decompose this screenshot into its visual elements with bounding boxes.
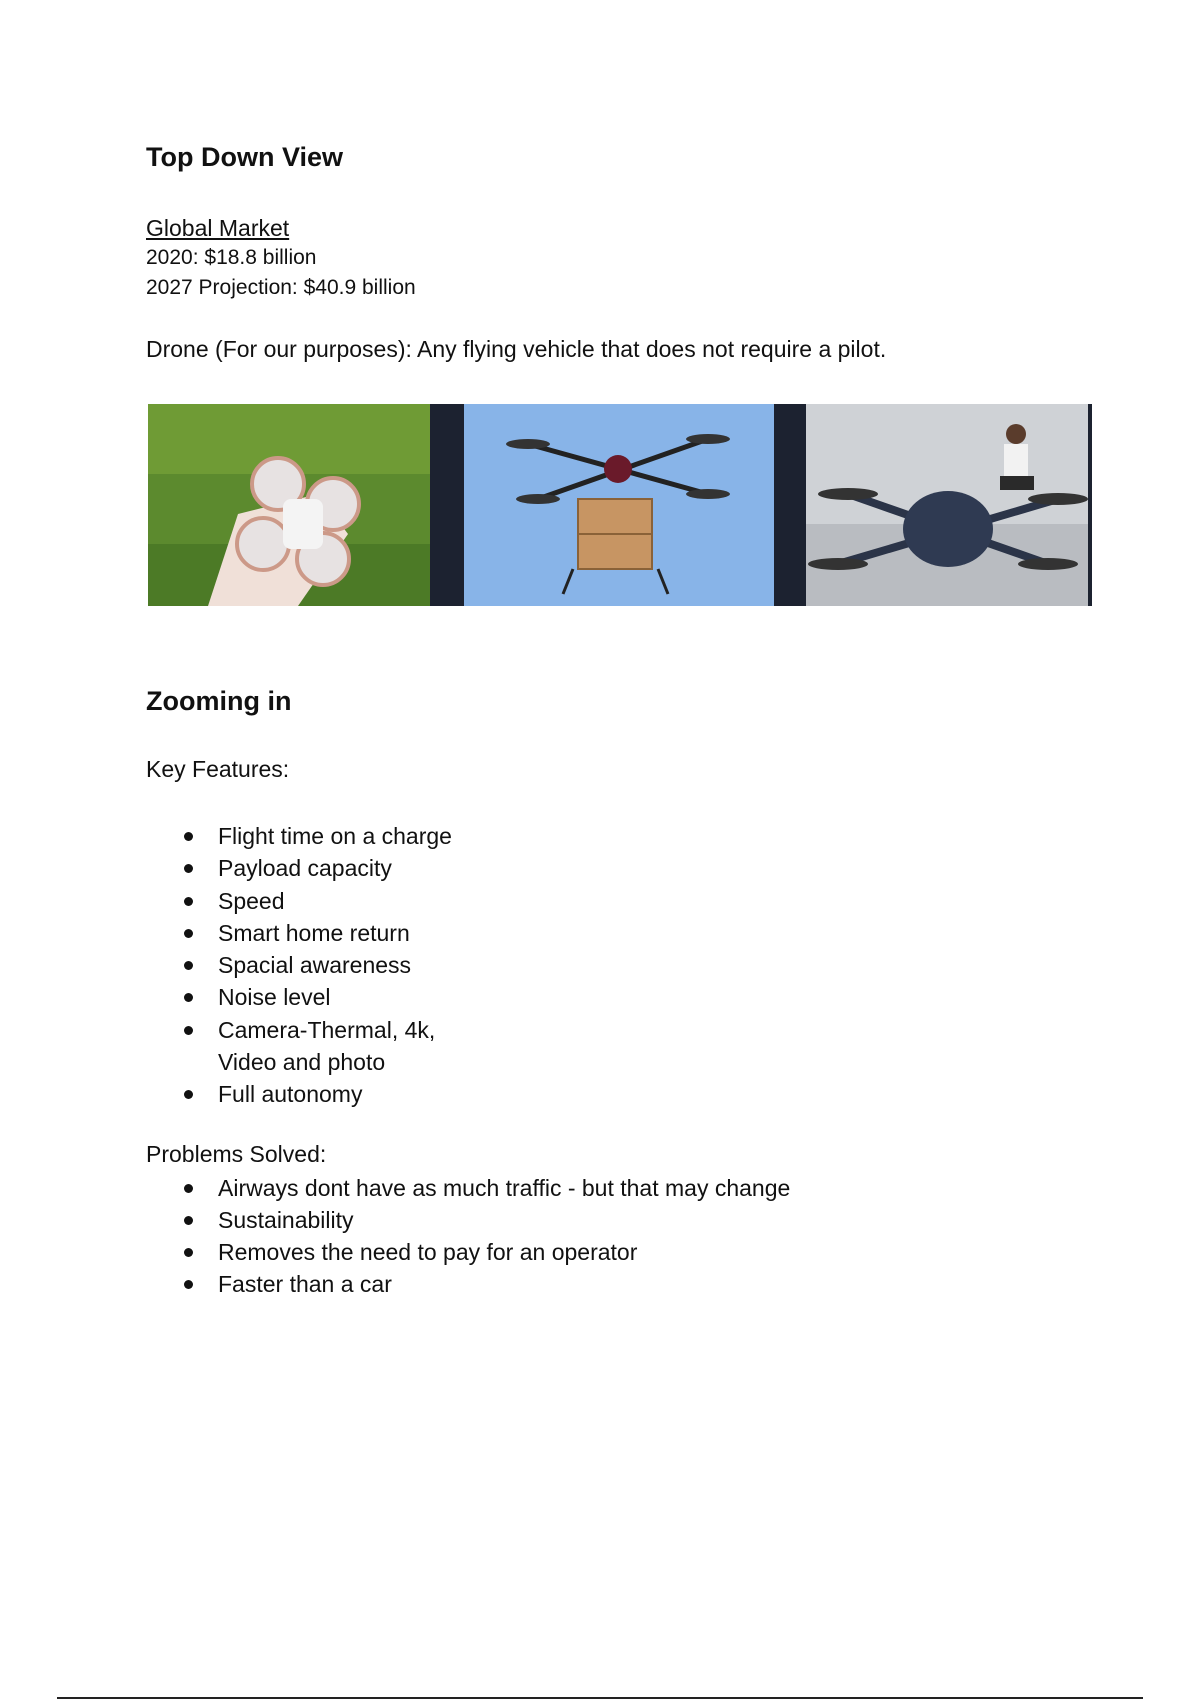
- passenger-drone-image: [806, 404, 1088, 606]
- list-item: Flight time on a charge: [146, 820, 452, 852]
- list-item: Payload capacity: [146, 852, 452, 884]
- key-features-list: [146, 820, 452, 1111]
- delivery-drone-image: [464, 404, 774, 606]
- list-item: Noise level: [146, 981, 452, 1013]
- heading-top-down-view: Top Down View: [146, 142, 344, 172]
- list-item: Faster than a car: [146, 1268, 790, 1300]
- list-item: Sustainability: [146, 1204, 790, 1236]
- list-item: [146, 1014, 452, 1079]
- camera-line-2: Video and photo: [218, 1049, 386, 1076]
- global-market-block: [146, 213, 416, 303]
- list-item: Removes the need to pay for an operator: [146, 1236, 790, 1268]
- list-item: Speed: [146, 885, 452, 917]
- list-item: Spacial awareness: [146, 949, 452, 981]
- list-item: Full autonomy: [146, 1078, 452, 1110]
- camera-line-1: Camera-Thermal, 4k,: [218, 1016, 436, 1043]
- drone-definition: Drone (For our purposes): Any flying vehicle that does not require a pilot.: [146, 336, 887, 362]
- key-features-label: Key Features:: [146, 756, 290, 782]
- list-item: Airways dont have as much traffic - but that may change: [146, 1172, 790, 1204]
- handheld-drone-image: [148, 404, 430, 606]
- heading-zooming-in: Zooming in: [146, 686, 292, 716]
- drone-image-strip: [148, 404, 1092, 606]
- market-2020: 2020: $18.8 billion: [146, 246, 317, 269]
- problems-solved-label: Problems Solved:: [146, 1141, 327, 1167]
- problems-solved-list: [146, 1172, 790, 1300]
- global-market-label: Global Market: [146, 215, 290, 241]
- page-bottom-rule: [57, 1697, 1143, 1699]
- list-item: Smart home return: [146, 917, 452, 949]
- market-2027-projection: 2027 Projection: $40.9 billion: [146, 276, 416, 299]
